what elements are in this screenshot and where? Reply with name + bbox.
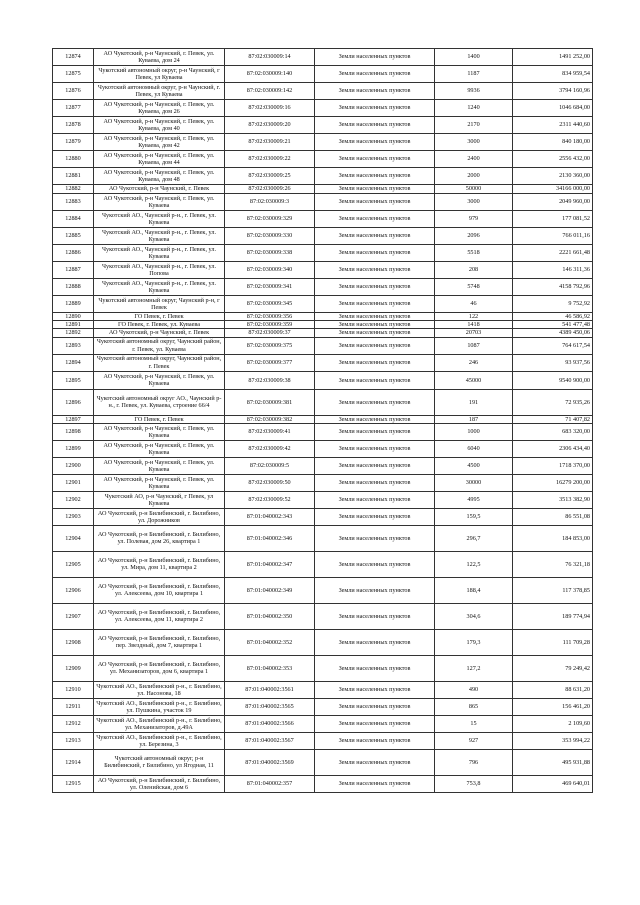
land-category-cell: Земли населенных пунктов — [315, 279, 435, 296]
cadastral-value-cell: 764 617,54 — [513, 337, 593, 354]
land-category-cell: Земли населенных пунктов — [315, 775, 435, 792]
table-row — [53, 245, 593, 262]
cadastral-value-cell: 353 994,22 — [513, 732, 593, 749]
cadastral-value-cell: 117 378,85 — [513, 577, 593, 603]
cadastral-value-cell: 495 931,88 — [513, 749, 593, 775]
cadastral-number-cell: 87:02:030009:16 — [225, 100, 315, 117]
table-row — [53, 749, 593, 775]
address-cell: Чукотский АО., Чаунский р-н., г. Певек, ул. Куваева — [94, 211, 225, 228]
area-cell: 304,6 — [435, 603, 513, 629]
row-number-cell: 12913 — [53, 732, 94, 749]
area-cell: 122 — [435, 313, 513, 321]
cadastral-value-cell: 4158 792,96 — [513, 279, 593, 296]
cadastral-value-cell: 1046 684,00 — [513, 100, 593, 117]
address-cell: АО Чукотский, р-н Билибинский, г. Билибино, пер. Звездный, дом 7, квартира 1 — [94, 629, 225, 655]
table-body — [53, 49, 593, 793]
address-cell: АО Чукотский, р-н Билибинский, г. Билибино, ул. Полевая, дом 26, квартира 1 — [94, 525, 225, 551]
area-cell: 159,5 — [435, 508, 513, 525]
land-category-cell: Земли населенных пунктов — [315, 655, 435, 681]
row-number-cell: 12910 — [53, 681, 94, 698]
table-row — [53, 732, 593, 749]
cadastral-number-cell: 87:02:030009:21 — [225, 134, 315, 151]
area-cell: 1000 — [435, 423, 513, 440]
cadastral-number-cell: 87:02:030009:341 — [225, 279, 315, 296]
cadastral-number-cell: 87:02:030009:329 — [225, 211, 315, 228]
cadastral-value-cell: 46 586,92 — [513, 313, 593, 321]
address-cell: ГО Певек, г. Певек, ул. Куваева — [94, 321, 225, 329]
row-number-cell: 12902 — [53, 491, 94, 508]
address-cell: АО Чукотский, р-н Билибинский, г. Билибино, ул. Алексеева, дом 11, квартира 2 — [94, 603, 225, 629]
cadastral-number-cell: 87:02:030009:381 — [225, 389, 315, 415]
land-category-cell: Земли населенных пунктов — [315, 321, 435, 329]
area-cell: 9936 — [435, 83, 513, 100]
area-cell: 50000 — [435, 185, 513, 194]
land-category-cell: Земли населенных пунктов — [315, 117, 435, 134]
row-number-cell: 12894 — [53, 354, 94, 371]
cadastral-value-cell: 111 709,28 — [513, 629, 593, 655]
row-number-cell: 12875 — [53, 66, 94, 83]
cadastral-value-cell: 16279 200,00 — [513, 474, 593, 491]
address-cell: АО Чукотский, р-н Чаунский, г. Певек, ул. Куваева — [94, 194, 225, 211]
cadastral-value-cell: 79 249,42 — [513, 655, 593, 681]
cadastral-value-cell: 541 477,48 — [513, 321, 593, 329]
cadastral-value-cell: 86 551,08 — [513, 508, 593, 525]
cadastral-value-cell: 156 461,20 — [513, 698, 593, 715]
land-category-cell: Земли населенных пунктов — [315, 415, 435, 423]
cadastral-number-cell: 87:02:030009:42 — [225, 440, 315, 457]
area-cell: 1087 — [435, 337, 513, 354]
area-cell: 753,8 — [435, 775, 513, 792]
cadastral-number-cell: 87:01:040002:3561 — [225, 681, 315, 698]
area-cell: 5748 — [435, 279, 513, 296]
area-cell: 2400 — [435, 151, 513, 168]
address-cell: АО Чукотский, р-н Чаунский, г. Певек — [94, 329, 225, 337]
land-category-cell: Земли населенных пунктов — [315, 134, 435, 151]
row-number-cell: 12904 — [53, 525, 94, 551]
row-number-cell: 12892 — [53, 329, 94, 337]
row-number-cell: 12896 — [53, 389, 94, 415]
land-category-cell: Земли населенных пунктов — [315, 83, 435, 100]
address-cell: Чукотский автономный округ, Чаунский район, г. Певек — [94, 354, 225, 371]
cadastral-value-cell: 88 631,20 — [513, 681, 593, 698]
land-category-cell: Земли населенных пунктов — [315, 603, 435, 629]
area-cell: 127,2 — [435, 655, 513, 681]
land-category-cell: Земли населенных пунктов — [315, 313, 435, 321]
cadastral-value-cell: 469 640,01 — [513, 775, 593, 792]
table-row — [53, 83, 593, 100]
table-row — [53, 228, 593, 245]
row-number-cell: 12908 — [53, 629, 94, 655]
table-row — [53, 329, 593, 337]
address-cell: Чукотский автономный округ, Чаунский р-н, г Певек — [94, 296, 225, 313]
cadastral-value-cell: 4389 450,06 — [513, 329, 593, 337]
table-row — [53, 296, 593, 313]
cadastral-number-cell: 87:02:030009:38 — [225, 371, 315, 389]
cadastral-number-cell: 87:01:040002:353 — [225, 655, 315, 681]
row-number-cell: 12887 — [53, 262, 94, 279]
area-cell: 1187 — [435, 66, 513, 83]
cadastral-number-cell: 87:01:040002:3567 — [225, 732, 315, 749]
land-category-cell: Земли населенных пунктов — [315, 715, 435, 732]
land-category-cell: Земли населенных пунктов — [315, 423, 435, 440]
row-number-cell: 12899 — [53, 440, 94, 457]
land-category-cell: Земли населенных пунктов — [315, 525, 435, 551]
cadastral-number-cell: 87:02:030009:142 — [225, 83, 315, 100]
table-row — [53, 457, 593, 474]
land-category-cell: Земли населенных пунктов — [315, 551, 435, 577]
address-cell: Чукотский АО., Чаунский р-н., г. Певек, ул. Куваева — [94, 245, 225, 262]
address-cell: АО Чукотский, р-н Билибинский, г. Билибино, ул. Алексеева, дом 10, квартира 1 — [94, 577, 225, 603]
cadastral-value-cell: 2049 960,00 — [513, 194, 593, 211]
cadastral-value-cell: 2221 661,48 — [513, 245, 593, 262]
land-category-cell: Земли населенных пунктов — [315, 491, 435, 508]
address-cell: Чукотский автономный округ, р-н Чаунский, г. Певек, ул Куваева — [94, 83, 225, 100]
area-cell: 15 — [435, 715, 513, 732]
land-category-cell: Земли населенных пунктов — [315, 151, 435, 168]
cadastral-value-cell: 177 081,52 — [513, 211, 593, 228]
area-cell: 179,3 — [435, 629, 513, 655]
cadastral-value-cell: 840 180,00 — [513, 134, 593, 151]
row-number-cell: 12891 — [53, 321, 94, 329]
row-number-cell: 12888 — [53, 279, 94, 296]
address-cell: АО Чукотский, р-н Чаунский, г. Певек, ул. Куваева, дом 26 — [94, 100, 225, 117]
table-row — [53, 525, 593, 551]
table-row — [53, 681, 593, 698]
area-cell: 927 — [435, 732, 513, 749]
table-row — [53, 49, 593, 66]
address-cell: АО Чукотский, р-н Билибинский, г. Билибино, ул. Оленийская, дом 6 — [94, 775, 225, 792]
table-row — [53, 168, 593, 185]
row-number-cell: 12912 — [53, 715, 94, 732]
cadastral-number-cell: 87:01:040002:346 — [225, 525, 315, 551]
table-row — [53, 100, 593, 117]
land-category-cell: Земли населенных пунктов — [315, 337, 435, 354]
row-number-cell: 12895 — [53, 371, 94, 389]
land-category-cell: Земли населенных пунктов — [315, 211, 435, 228]
area-cell: 3000 — [435, 134, 513, 151]
land-category-cell: Земли населенных пунктов — [315, 749, 435, 775]
address-cell: ГО Певек, г. Певек — [94, 415, 225, 423]
row-number-cell: 12893 — [53, 337, 94, 354]
land-category-cell: Земли населенных пунктов — [315, 194, 435, 211]
row-number-cell: 12881 — [53, 168, 94, 185]
cadastral-value-cell: 2 109,60 — [513, 715, 593, 732]
cadastral-number-cell: 87:02:030009:330 — [225, 228, 315, 245]
land-category-cell: Земли населенных пунктов — [315, 245, 435, 262]
row-number-cell: 12901 — [53, 474, 94, 491]
row-number-cell: 12876 — [53, 83, 94, 100]
address-cell: АО Чукотский, р-н Билибинский, г. Билибино, ул. Мира, дом 11, квартира 2 — [94, 551, 225, 577]
land-category-cell: Земли населенных пунктов — [315, 389, 435, 415]
table-row — [53, 423, 593, 440]
cadastral-value-cell: 683 320,00 — [513, 423, 593, 440]
area-cell: 46 — [435, 296, 513, 313]
row-number-cell: 12907 — [53, 603, 94, 629]
address-cell: АО Чукотский, р-н Чаунский, г. Певек, ул. Куваева, дом 48 — [94, 168, 225, 185]
address-cell: Чукотский автономный округ, р-н Чаунский, г Певек, ул Куваева — [94, 66, 225, 83]
cadastral-number-cell: 87:02:030009:14 — [225, 49, 315, 66]
land-category-cell: Земли населенных пунктов — [315, 698, 435, 715]
area-cell: 191 — [435, 389, 513, 415]
table-row — [53, 262, 593, 279]
address-cell: Чукотский АО., Чаунский р-н., г. Певек, ул. Куваева — [94, 279, 225, 296]
table-row — [53, 337, 593, 354]
table-row — [53, 354, 593, 371]
area-cell: 2170 — [435, 117, 513, 134]
table-row — [53, 715, 593, 732]
cadastral-number-cell: 87:01:040002:3569 — [225, 749, 315, 775]
cadastral-number-cell: 87:02:030009:140 — [225, 66, 315, 83]
cadastral-value-cell: 76 321,18 — [513, 551, 593, 577]
area-cell: 3000 — [435, 194, 513, 211]
address-cell: Чукотский АО., Чаунский р-н., г. Певек, ул. Куваева — [94, 228, 225, 245]
address-cell: АО Чукотский, р-н Чаунский, г. Певек, ул. Куваева — [94, 474, 225, 491]
area-cell: 2000 — [435, 168, 513, 185]
land-category-cell: Земли населенных пунктов — [315, 681, 435, 698]
row-number-cell: 12880 — [53, 151, 94, 168]
cadastral-number-cell: 87:02:030009:338 — [225, 245, 315, 262]
row-number-cell: 12879 — [53, 134, 94, 151]
cadastral-number-cell: 87:02:030009:41 — [225, 423, 315, 440]
row-number-cell: 12877 — [53, 100, 94, 117]
address-cell: АО Чукотский, р-н Чаунский, г. Певек, ул. Куваева — [94, 371, 225, 389]
area-cell: 45000 — [435, 371, 513, 389]
area-cell: 187 — [435, 415, 513, 423]
cadastral-value-cell: 189 774,94 — [513, 603, 593, 629]
table-row — [53, 629, 593, 655]
cadastral-number-cell: 87:02:030009:377 — [225, 354, 315, 371]
row-number-cell: 12882 — [53, 185, 94, 194]
area-cell: 122,5 — [435, 551, 513, 577]
row-number-cell: 12903 — [53, 508, 94, 525]
table-row — [53, 371, 593, 389]
cadastral-value-cell: 2556 432,00 — [513, 151, 593, 168]
table-row — [53, 603, 593, 629]
row-number-cell: 12874 — [53, 49, 94, 66]
row-number-cell: 12914 — [53, 749, 94, 775]
address-cell: Чукотский АО., Билибинский р-н., г. Билибино, ул. Насонова, 18 — [94, 681, 225, 698]
table-row — [53, 211, 593, 228]
area-cell: 490 — [435, 681, 513, 698]
land-category-cell: Земли населенных пунктов — [315, 262, 435, 279]
row-number-cell: 12885 — [53, 228, 94, 245]
area-cell: 6040 — [435, 440, 513, 457]
area-cell: 20703 — [435, 329, 513, 337]
row-number-cell: 12897 — [53, 415, 94, 423]
cadastral-value-cell: 9540 900,00 — [513, 371, 593, 389]
table-row — [53, 134, 593, 151]
land-category-cell: Земли населенных пунктов — [315, 577, 435, 603]
row-number-cell: 12906 — [53, 577, 94, 603]
area-cell: 1400 — [435, 49, 513, 66]
row-number-cell: 12878 — [53, 117, 94, 134]
area-cell: 865 — [435, 698, 513, 715]
land-category-cell: Земли населенных пунктов — [315, 228, 435, 245]
area-cell: 4500 — [435, 457, 513, 474]
address-cell: АО Чукотский, р-н Чаунский, г. Певек, ул. Куваева, дом 40 — [94, 117, 225, 134]
cadastral-value-cell: 1718 370,00 — [513, 457, 593, 474]
land-category-cell: Земли населенных пунктов — [315, 371, 435, 389]
row-number-cell: 12898 — [53, 423, 94, 440]
area-cell: 5518 — [435, 245, 513, 262]
table-row — [53, 151, 593, 168]
row-number-cell: 12890 — [53, 313, 94, 321]
row-number-cell: 12915 — [53, 775, 94, 792]
land-plots-table — [52, 48, 593, 793]
table-row — [53, 313, 593, 321]
cadastral-value-cell: 93 937,56 — [513, 354, 593, 371]
table-row — [53, 698, 593, 715]
cadastral-number-cell: 87:01:040002:3565 — [225, 698, 315, 715]
table-row — [53, 415, 593, 423]
cadastral-value-cell: 72 935,26 — [513, 389, 593, 415]
land-category-cell: Земли населенных пунктов — [315, 100, 435, 117]
land-category-cell: Земли населенных пунктов — [315, 168, 435, 185]
table-row — [53, 474, 593, 491]
table-row — [53, 194, 593, 211]
address-cell: Чукотский автономный округ, р-н Билибинский, г Билибино, ул Ягодная, 11 — [94, 749, 225, 775]
cadastral-number-cell: 87:02:030009:26 — [225, 185, 315, 194]
table-row — [53, 655, 593, 681]
area-cell: 208 — [435, 262, 513, 279]
cadastral-value-cell: 146 311,36 — [513, 262, 593, 279]
area-cell: 1240 — [435, 100, 513, 117]
table-row — [53, 775, 593, 792]
table-row — [53, 321, 593, 329]
table-row — [53, 491, 593, 508]
land-category-cell: Земли населенных пунктов — [315, 185, 435, 194]
cadastral-value-cell: 2306 434,40 — [513, 440, 593, 457]
cadastral-value-cell: 2311 440,60 — [513, 117, 593, 134]
cadastral-number-cell: 87:02:030009:50 — [225, 474, 315, 491]
land-category-cell: Земли населенных пунктов — [315, 296, 435, 313]
area-cell: 30000 — [435, 474, 513, 491]
table-row — [53, 279, 593, 296]
table-row — [53, 117, 593, 134]
address-cell: АО Чукотский, р-н Чаунский, г. Певек, ул. Куваева — [94, 457, 225, 474]
table-row — [53, 551, 593, 577]
table-row — [53, 185, 593, 194]
cadastral-number-cell: 87:01:040002:349 — [225, 577, 315, 603]
cadastral-number-cell: 87:02:030009:22 — [225, 151, 315, 168]
address-cell: АО Чукотский, р-н Чаунский, г. Певек, ул. Куваева, дом 42 — [94, 134, 225, 151]
cadastral-number-cell: 87:02:030009:25 — [225, 168, 315, 185]
row-number-cell: 12905 — [53, 551, 94, 577]
cadastral-number-cell: 87:02:030009:340 — [225, 262, 315, 279]
land-category-cell: Земли населенных пунктов — [315, 457, 435, 474]
row-number-cell: 12884 — [53, 211, 94, 228]
cadastral-value-cell: 34166 000,00 — [513, 185, 593, 194]
cadastral-number-cell: 87:02:030009:345 — [225, 296, 315, 313]
cadastral-number-cell: 87:01:040002:3566 — [225, 715, 315, 732]
address-cell: Чукотский АО, р-н Чаунский, г Певек, ул Куваева — [94, 491, 225, 508]
table-row — [53, 508, 593, 525]
land-category-cell: Земли населенных пунктов — [315, 440, 435, 457]
cadastral-value-cell: 834 959,54 — [513, 66, 593, 83]
cadastral-number-cell: 87:01:040002:343 — [225, 508, 315, 525]
table-row — [53, 66, 593, 83]
address-cell: АО Чукотский, р-н Чаунский, г. Певек, ул. Куваева — [94, 423, 225, 440]
address-cell: АО Чукотский, р-н Чаунский, г. Певек, ул. Куваева — [94, 440, 225, 457]
row-number-cell: 12900 — [53, 457, 94, 474]
cadastral-value-cell: 71 407,82 — [513, 415, 593, 423]
land-category-cell: Земли населенных пунктов — [315, 732, 435, 749]
cadastral-number-cell: 87:01:040002:352 — [225, 629, 315, 655]
area-cell: 188,4 — [435, 577, 513, 603]
cadastral-value-cell: 184 853,00 — [513, 525, 593, 551]
address-cell: Чукотский АО., Билибинский р-н., г. Билибино, ул. Березина, 3 — [94, 732, 225, 749]
area-cell: 2096 — [435, 228, 513, 245]
land-category-cell: Земли населенных пунктов — [315, 66, 435, 83]
area-cell: 296,7 — [435, 525, 513, 551]
address-cell: АО Чукотский, р-н Билибинский, г. Билибино, ул. Механизаторов, дом 6, квартира 1 — [94, 655, 225, 681]
address-cell: Чукотский АО., Чаунский р-н., г. Певек, ул. Попова — [94, 262, 225, 279]
land-category-cell: Земли населенных пунктов — [315, 629, 435, 655]
row-number-cell: 12911 — [53, 698, 94, 715]
document-page — [52, 48, 592, 793]
area-cell: 979 — [435, 211, 513, 228]
cadastral-value-cell: 3794 160,96 — [513, 83, 593, 100]
row-number-cell: 12883 — [53, 194, 94, 211]
land-category-cell: Земли населенных пунктов — [315, 354, 435, 371]
cadastral-number-cell: 87:02:030009:382 — [225, 415, 315, 423]
cadastral-value-cell: 766 011,16 — [513, 228, 593, 245]
table-row — [53, 389, 593, 415]
cadastral-number-cell: 87:02:030009:359 — [225, 321, 315, 329]
area-cell: 796 — [435, 749, 513, 775]
area-cell: 1418 — [435, 321, 513, 329]
cadastral-number-cell: 87:02:030009:5 — [225, 457, 315, 474]
cadastral-number-cell: 87:02:030009:3 — [225, 194, 315, 211]
address-cell: Чукотский автономный округ АО., Чаунский р-н., г. Певек, ул. Куваева, строение 66/4 — [94, 389, 225, 415]
address-cell: АО Чукотский, р-н Чаунский, г. Певек — [94, 185, 225, 194]
address-cell: АО Чукотский, р-н Чаунский, г. Певек, ул. Куваева, дом 24 — [94, 49, 225, 66]
cadastral-value-cell: 1491 252,00 — [513, 49, 593, 66]
area-cell: 4995 — [435, 491, 513, 508]
area-cell: 246 — [435, 354, 513, 371]
cadastral-number-cell: 87:01:040002:357 — [225, 775, 315, 792]
table-row — [53, 577, 593, 603]
land-category-cell: Земли населенных пунктов — [315, 474, 435, 491]
cadastral-value-cell: 2130 360,00 — [513, 168, 593, 185]
address-cell: Чукотский АО., Билибинский р-н., г. Билибино, ул. Механизаторов, д.49А — [94, 715, 225, 732]
cadastral-number-cell: 87:01:040002:347 — [225, 551, 315, 577]
land-category-cell: Земли населенных пунктов — [315, 49, 435, 66]
land-category-cell: Земли населенных пунктов — [315, 508, 435, 525]
address-cell: АО Чукотский, р-н Чаунский, г. Певек, ул. Куваева, дом 44 — [94, 151, 225, 168]
cadastral-number-cell: 87:01:040002:350 — [225, 603, 315, 629]
table-row — [53, 440, 593, 457]
cadastral-number-cell: 87:02:030009:52 — [225, 491, 315, 508]
address-cell: Чукотский автономный округ, Чаунский район, г. Певек, ул. Куваева — [94, 337, 225, 354]
row-number-cell: 12909 — [53, 655, 94, 681]
address-cell: Чукотский АО., Билибинский р-н., г. Билибино, ул. Пушкина, участок 19 — [94, 698, 225, 715]
cadastral-number-cell: 87:02:030009:375 — [225, 337, 315, 354]
address-cell: АО Чукотский, р-н Билибинский, г. Билибино, ул. Дорожников — [94, 508, 225, 525]
cadastral-number-cell: 87:02:030009:356 — [225, 313, 315, 321]
cadastral-value-cell: 3513 382,90 — [513, 491, 593, 508]
cadastral-number-cell: 87:02:030009:20 — [225, 117, 315, 134]
row-number-cell: 12889 — [53, 296, 94, 313]
address-cell: ГО Певек, г. Певек — [94, 313, 225, 321]
row-number-cell: 12886 — [53, 245, 94, 262]
cadastral-value-cell: 9 752,92 — [513, 296, 593, 313]
land-category-cell: Земли населенных пунктов — [315, 329, 435, 337]
cadastral-number-cell: 87:02:030009:37 — [225, 329, 315, 337]
